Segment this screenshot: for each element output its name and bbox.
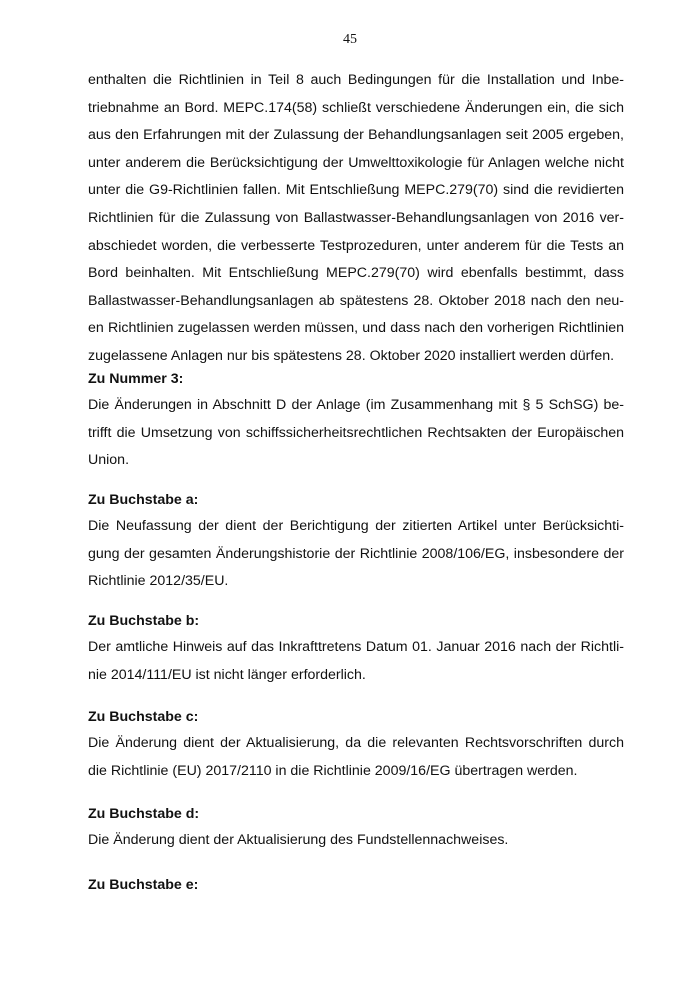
text-line: unter die G9-Richtlinien fallen. Mit Entschließung MEPC.279(70) sind die revidierten — [88, 182, 624, 199]
section-buchstabe-a — [88, 487, 624, 596]
page-number: 45 — [343, 32, 357, 47]
text-line: die Richtlinie (EU) 2017/2110 in die Richtlinie 2009/16/EG übertragen werden. — [88, 762, 578, 779]
section-heading: Zu Buchstabe a: — [88, 492, 199, 508]
text-line: abschiedet worden, die verbesserte Testprozeduren, unter anderem für die Tests an — [88, 237, 624, 254]
section-heading: Zu Buchstabe d: — [88, 806, 200, 822]
text-line: gung der gesamten Änderungshistorie der Richtlinie 2008/106/EG, insbesondere der — [88, 545, 624, 562]
text-line: Die Änderung dient der Aktualisierung, da die relevanten Rechtsvorschriften durch — [88, 735, 624, 751]
section-buchstabe-c — [88, 704, 624, 785]
intro-paragraph — [88, 67, 624, 371]
section-heading: Zu Nummer 3: — [88, 371, 184, 387]
text-line: Bord beinhalten. Mit Entschließung MEPC.279(70) wird ebenfalls bestimmt, dass — [88, 265, 624, 282]
text-line: Ballastwasser-Behandlungsanlagen ab spätestens 28. Oktober 2018 nach den neu- — [88, 292, 624, 309]
section-buchstabe-e — [88, 872, 624, 898]
text-line: Die Änderungen in Abschnitt D der Anlage (im Zusammenhang mit § 5 SchSG) be- — [88, 397, 624, 413]
text-line: trifft die Umsetzung von schiffssicherheitsrechtlichen Rechtsakten der Europäischen — [88, 424, 624, 441]
text-line: Der amtliche Hinweis auf das Inkrafttretens Datum 01. Januar 2016 nach der Richtli- — [88, 639, 624, 655]
text-line: enthalten die Richtlinien in Teil 8 auch Bedingungen für die Installation und Inbe- — [88, 72, 624, 88]
section-heading: Zu Buchstabe e: — [88, 877, 199, 893]
text-line: en Richtlinien zugelassen werden müssen, und dass nach den vorherigen Richtlinien — [88, 320, 624, 337]
text-line: unter anderem die Berücksichtigung der Umwelttoxikologie für Anlagen welche nicht — [88, 154, 624, 171]
text-line: zugelassene Anlagen nur bis spätestens 28. Oktober 2020 installiert werden dürfen. — [88, 347, 615, 364]
text-line: aus den Erfahrungen mit der Zulassung der Behandlungsanlagen seit 2005 ergeben, — [88, 127, 624, 144]
text-line: Die Neufassung der dient der Berichtigung der zitierten Artikel unter Berücksichti- — [88, 518, 624, 534]
text-line: Richtlinien für die Zulassung von Ballastwasser-Behandlungsanlagen von 2016 ver- — [88, 209, 624, 226]
text-line: Richtlinie 2012/35/EU. — [88, 573, 229, 590]
text-line: triebnahme an Bord. MEPC.174(58) schließt verschiedene Änderungen ein, die sich — [88, 99, 624, 116]
text-line: Union. — [88, 452, 130, 469]
section-buchstabe-d — [88, 801, 624, 855]
text-line: nie 2014/111/EU ist nicht länger erforderlich. — [88, 666, 366, 683]
text-line: Die Änderung dient der Aktualisierung des Fundstellennachweises. — [88, 832, 509, 848]
section-heading: Zu Buchstabe b: — [88, 613, 200, 629]
section-nummer-3 — [88, 366, 624, 475]
section-heading: Zu Buchstabe c: — [88, 709, 199, 725]
section-buchstabe-b — [88, 608, 624, 689]
